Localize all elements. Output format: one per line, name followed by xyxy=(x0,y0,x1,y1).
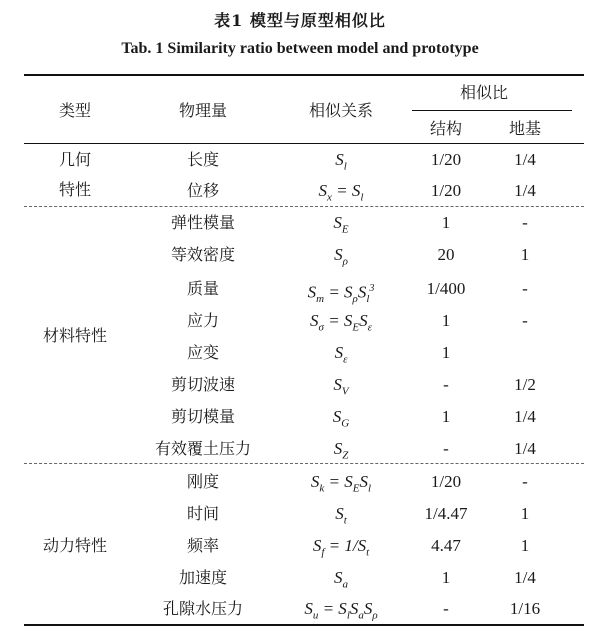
row-structure-ratio: 1 xyxy=(441,343,451,362)
row-relation: $S_E$ xyxy=(333,213,349,236)
bottom-rule xyxy=(24,624,584,626)
group-material: 材料特性 xyxy=(42,326,108,345)
row-structure-ratio: 1/400 xyxy=(426,279,466,298)
row-quantity: 等效密度 xyxy=(170,245,236,264)
row-relation: $S_u = S_lS_aS_\rho$ xyxy=(304,599,378,622)
row-structure-ratio: 1/20 xyxy=(430,181,462,200)
row-foundation-ratio: - xyxy=(522,472,528,491)
row-relation: $S_f = 1/S_t$ xyxy=(312,536,370,559)
header-ratio: 相似比 xyxy=(459,83,509,102)
row-relation: $S_Z$ xyxy=(333,439,349,462)
row-foundation-ratio: 1/4 xyxy=(514,568,536,587)
row-quantity: 应变 xyxy=(186,343,220,362)
group-geometry-line2: 特性 xyxy=(58,180,92,199)
row-structure-ratio: 1 xyxy=(441,568,451,587)
row-quantity: 长度 xyxy=(186,150,220,169)
row-structure-ratio: - xyxy=(443,375,449,394)
row-quantity: 剪切模量 xyxy=(170,407,236,426)
row-relation: $S_\sigma = S_ES_\varepsilon$ xyxy=(310,311,372,334)
row-structure-ratio: 1/4.47 xyxy=(424,504,468,523)
header-foundation: 地基 xyxy=(508,119,542,138)
row-structure-ratio: - xyxy=(443,599,449,618)
row-quantity: 频率 xyxy=(186,536,220,555)
row-relation: $S_t$ xyxy=(335,504,347,527)
group-dynamic: 动力特性 xyxy=(42,536,108,555)
row-foundation-ratio: 1/4 xyxy=(514,439,536,458)
row-quantity: 有效覆土压力 xyxy=(154,439,252,458)
row-foundation-ratio: 1/4 xyxy=(514,407,536,426)
row-quantity: 应力 xyxy=(186,311,220,330)
row-structure-ratio: 1 xyxy=(441,311,451,330)
header-subrule xyxy=(412,110,572,111)
top-rule xyxy=(24,74,584,76)
row-quantity: 弹性模量 xyxy=(170,213,236,232)
row-structure-ratio: - xyxy=(443,439,449,458)
row-relation: $S_V$ xyxy=(333,375,349,398)
header-structure: 结构 xyxy=(429,119,463,138)
header-quantity: 物理量 xyxy=(178,101,228,120)
group-divider-2 xyxy=(24,463,584,464)
row-relation: $S_G$ xyxy=(332,407,350,430)
row-structure-ratio: 1 xyxy=(441,407,451,426)
group-divider-1 xyxy=(24,206,584,207)
row-foundation-ratio: 1/4 xyxy=(514,181,536,200)
row-foundation-ratio: - xyxy=(522,311,528,330)
row-foundation-ratio: 1/2 xyxy=(514,375,536,394)
table-title-english: Tab. 1 Similarity ratio between model and prototype xyxy=(121,40,479,57)
row-structure-ratio: 1/20 xyxy=(430,472,462,491)
header-relation: 相似关系 xyxy=(308,101,374,120)
row-structure-ratio: 1 xyxy=(441,213,451,232)
row-foundation-ratio: - xyxy=(522,213,528,232)
row-relation: $S_\varepsilon$ xyxy=(334,343,348,366)
row-quantity: 位移 xyxy=(186,181,220,200)
row-relation: $S_k = S_ES_l$ xyxy=(310,472,372,495)
header-type: 类型 xyxy=(58,101,92,120)
row-foundation-ratio: 1 xyxy=(520,245,530,264)
row-foundation-ratio: 1 xyxy=(520,536,530,555)
row-quantity: 剪切波速 xyxy=(170,375,236,394)
row-structure-ratio: 4.47 xyxy=(431,536,461,555)
row-structure-ratio: 1/20 xyxy=(430,150,462,169)
row-foundation-ratio: 1/16 xyxy=(509,599,541,618)
row-quantity: 孔隙水压力 xyxy=(162,599,244,618)
row-relation: $S_\rho$ xyxy=(334,245,348,268)
row-quantity: 质量 xyxy=(186,279,220,298)
row-relation: $S_x = S_l$ xyxy=(318,181,364,204)
row-quantity: 加速度 xyxy=(178,568,228,587)
table-title-chinese: 表1 模型与原型相似比 xyxy=(214,11,386,30)
row-foundation-ratio: 1/4 xyxy=(514,150,536,169)
row-relation: $S_l$ xyxy=(335,150,347,173)
row-quantity: 刚度 xyxy=(186,472,220,491)
group-geometry-line1: 几何 xyxy=(58,150,92,169)
row-foundation-ratio: 1 xyxy=(520,504,530,523)
header-bottom-rule xyxy=(24,143,584,144)
row-foundation-ratio: - xyxy=(522,279,528,298)
row-structure-ratio: 20 xyxy=(437,245,455,264)
row-relation: $S_m = S_\rho S_l^3$ xyxy=(307,282,375,306)
row-relation: $S_a$ xyxy=(334,568,348,591)
row-quantity: 时间 xyxy=(186,504,220,523)
